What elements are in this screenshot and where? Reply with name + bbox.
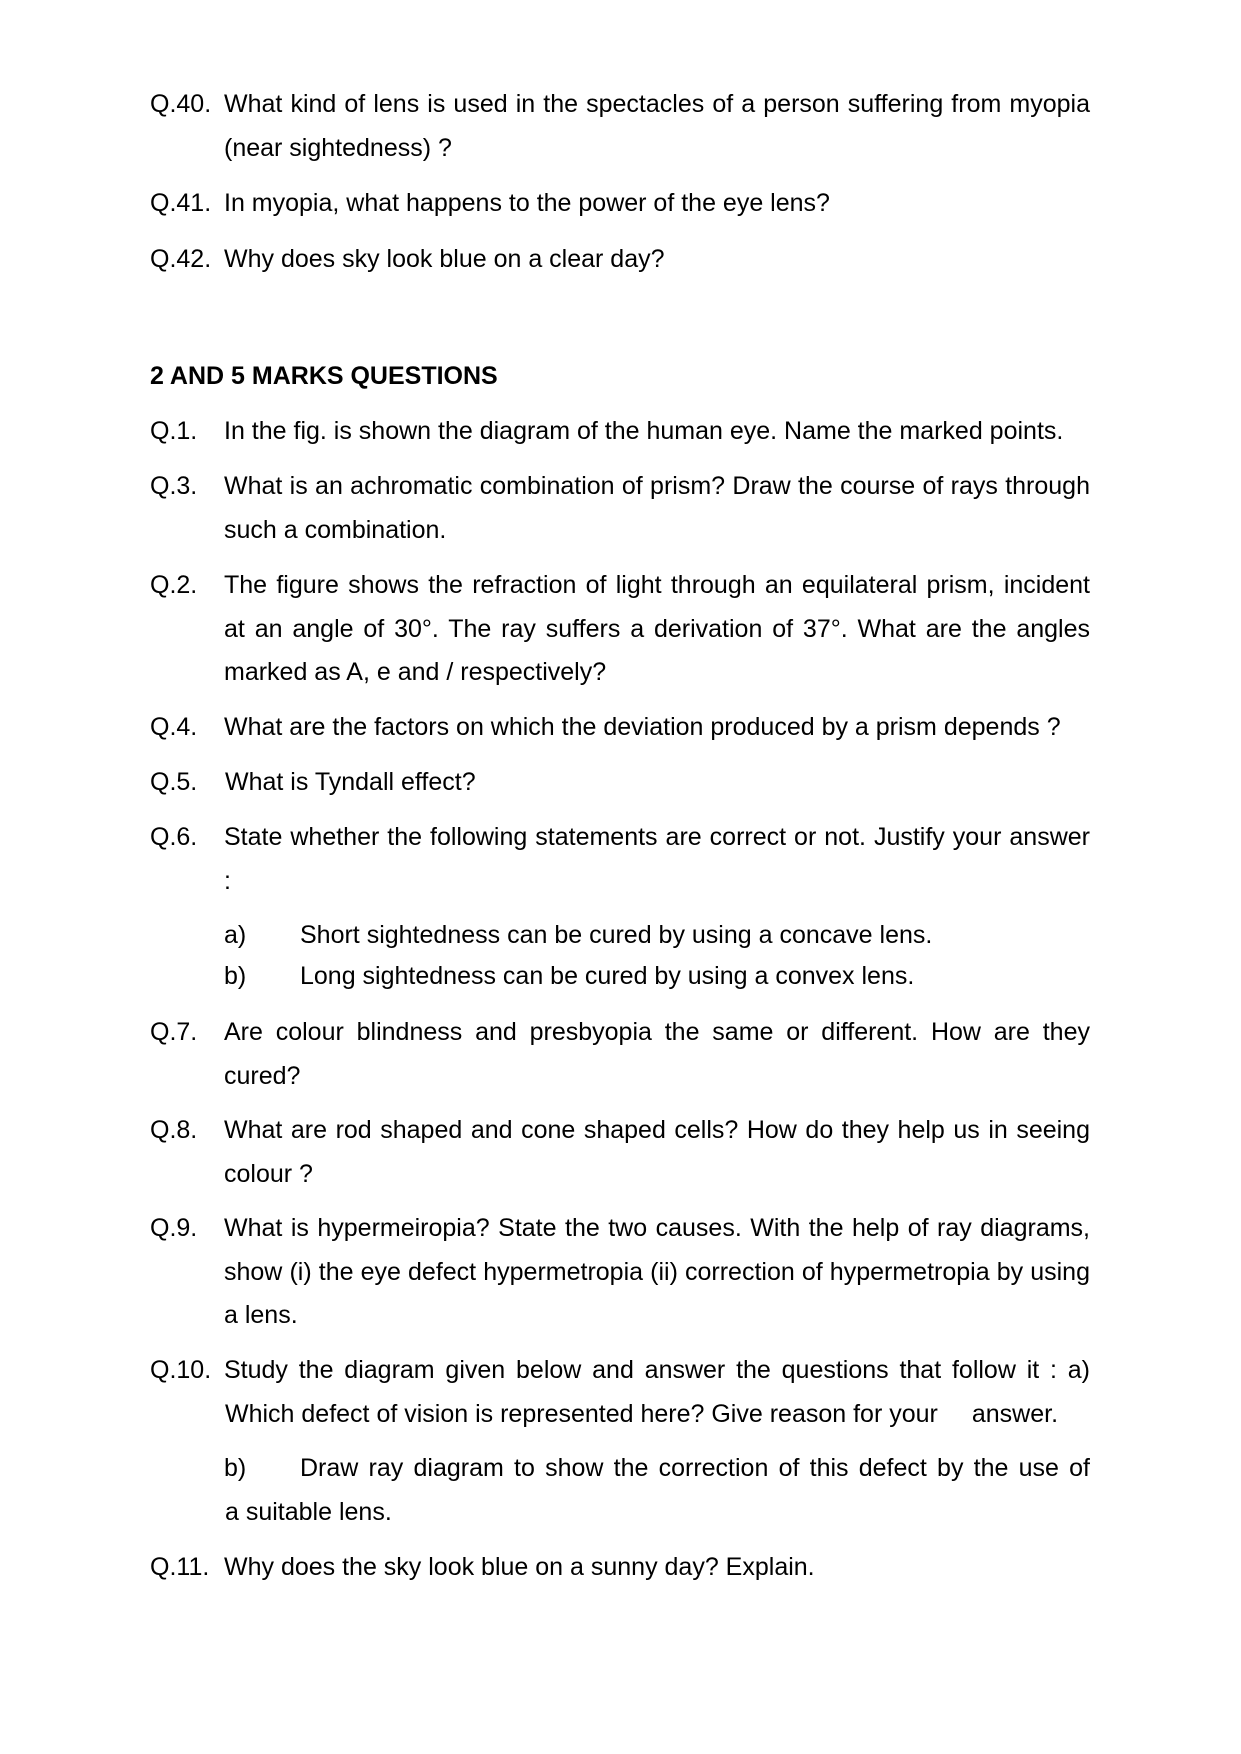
question-text: cured? [224,1061,301,1090]
option-b [224,955,1090,999]
question-number: Q.1. [150,417,198,445]
question-number: Q.42. [150,245,212,273]
question-text: In myopia, what happens to the power of the eye lens? [224,189,830,217]
question-number: Q.4. [150,713,198,741]
question-5 [150,761,1090,805]
question-text: State whether the following statements are correct or not. Justify your answer [224,823,1090,851]
question-number: Q.8. [150,1116,198,1144]
question-text: colour ? [224,1159,313,1188]
question-6 [150,816,1090,903]
question-text: (near sightedness) ? [224,133,452,162]
question-text: show (i) the eye defect hypermetropia (ii) correction of hypermetropia by using [224,1257,1090,1286]
question-text: What are the factors on which the deviation produced by a prism depends ? [224,713,1061,741]
question-number: Q.9. [150,1214,198,1242]
question-9 [150,1207,1090,1338]
question-10 [150,1349,1090,1436]
question-number: Q.11. [150,1553,210,1581]
question-text: What is an achromatic combination of prism? Draw the course of rays through [224,472,1090,500]
question-number: Q.41. [150,189,212,217]
question-text: marked as A, e and / respectively? [224,658,607,686]
question-text: Study the diagram given below and answer the questions that follow it : a) [224,1356,1090,1384]
question-2 [150,564,1090,695]
question-3 [150,465,1090,552]
question-number: Q.5. [150,768,198,796]
question-8 [150,1109,1090,1196]
option-text: Draw ray diagram to show the correction of this defect by the use of [300,1454,1090,1482]
question-number: Q.6. [150,823,198,851]
question-text: What is hypermeiropia? State the two causes. With the help of ray diagrams, [224,1214,1090,1242]
question-40 [150,83,1090,170]
question-text: : [224,866,231,895]
option-label: b) [224,962,247,990]
option-a [224,914,1090,958]
question-11 [150,1546,1090,1590]
section-heading: 2 AND 5 MARKS QUESTIONS [150,362,498,390]
question-text: What kind of lens is used in the spectacles of a person suffering from myopia [224,90,1090,118]
question-4 [150,706,1090,750]
question-42 [150,238,1090,282]
question-text: such a combination. [224,515,447,544]
question-number: Q.2. [150,571,198,599]
option-text: Short sightedness can be cured by using a concave lens. [300,921,933,949]
question-text: a lens. [224,1301,298,1329]
question-text: at an angle of 30°. The ray suffers a derivation of 37°. What are the angles [224,614,1090,643]
question-text: Which defect of vision is represented here? Give reason for your [225,1399,938,1428]
question-41 [150,182,1090,226]
question-text: answer. [971,1399,1059,1428]
question-number: Q.40. [150,90,212,118]
option-text: a suitable lens. [225,1497,392,1526]
option-label: a) [224,921,247,949]
question-number: Q.3. [150,472,198,500]
option-b-q10 [224,1447,1090,1534]
question-7 [150,1011,1090,1098]
question-text: Are colour blindness and presbyopia the same or different. How are they [224,1018,1090,1046]
question-text: In the fig. is shown the diagram of the human eye. Name the marked points. [224,417,1064,445]
option-label: b) [224,1454,247,1482]
question-text: What are rod shaped and cone shaped cells? How do they help us in seeing [224,1116,1090,1144]
question-text: Why does sky look blue on a clear day? [224,245,665,273]
question-1 [150,410,1090,454]
option-text: Long sightedness can be cured by using a convex lens. [300,962,915,990]
question-text: What is Tyndall effect? [225,768,476,796]
question-text: The figure shows the refraction of light through an equilateral prism, incident [224,571,1090,599]
question-text: Why does the sky look blue on a sunny day? Explain. [224,1553,815,1581]
question-number: Q.7. [150,1018,198,1046]
question-number: Q.10. [150,1356,212,1384]
